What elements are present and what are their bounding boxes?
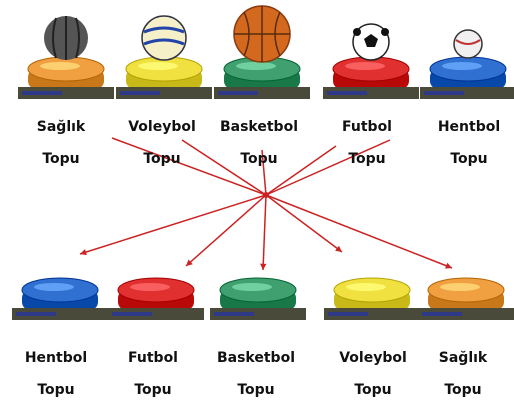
bottom-label-4-line1: Voleybol bbox=[339, 350, 407, 366]
top-label-1-line1: Sağlık bbox=[36, 119, 86, 135]
football-icon-patch3 bbox=[381, 28, 389, 36]
bottom-stand-1-base-stripe bbox=[16, 312, 56, 316]
top-stand-3-shine bbox=[236, 62, 276, 70]
bottom-label-2-line1: Futbol bbox=[128, 350, 178, 366]
basketball-icon bbox=[234, 6, 290, 62]
top-stand-5 bbox=[420, 57, 514, 99]
bottom-label-2 bbox=[108, 334, 198, 414]
bottom-connector-5 bbox=[266, 195, 452, 268]
bottom-connector-3 bbox=[263, 195, 266, 270]
top-label-3-line1: Basketbol bbox=[219, 119, 298, 135]
bottom-stand-1 bbox=[12, 278, 108, 320]
top-stand-5-shine bbox=[442, 62, 482, 70]
top-label-2-line2: Topu bbox=[143, 151, 181, 167]
top-stand-2-shine bbox=[138, 62, 178, 70]
bottom-stand-2 bbox=[108, 278, 204, 320]
top-stand-5-base-stripe bbox=[424, 91, 464, 95]
bottom-stand-2-base-stripe bbox=[112, 312, 152, 316]
bottom-stand-4 bbox=[324, 278, 420, 320]
arrowhead-3 bbox=[260, 264, 266, 270]
top-label-4-line1: Futbol bbox=[342, 119, 392, 135]
top-stand-3 bbox=[214, 57, 310, 99]
bottom-stand-5-base-stripe bbox=[422, 312, 462, 316]
bottom-label-5-line1: Sağlık bbox=[438, 350, 488, 366]
top-label-1 bbox=[16, 103, 106, 183]
bottom-label-4 bbox=[328, 334, 418, 414]
top-label-5 bbox=[424, 103, 514, 183]
bottom-label-3 bbox=[211, 334, 301, 414]
bottom-stand-5-shine bbox=[440, 283, 480, 291]
bottom-connector-4 bbox=[266, 195, 342, 252]
bottom-label-1-line2: Topu bbox=[37, 382, 75, 398]
connector-hub bbox=[263, 192, 269, 198]
bottom-label-3-line2: Topu bbox=[237, 382, 275, 398]
bottom-stand-4-shine bbox=[346, 283, 386, 291]
bottom-stand-3-base-stripe bbox=[214, 312, 254, 316]
top-label-5-line1: Hentbol bbox=[437, 119, 501, 135]
bottom-stand-5 bbox=[418, 278, 514, 320]
football-icon-patch2 bbox=[353, 28, 361, 36]
bottom-label-1 bbox=[11, 334, 101, 414]
bottom-label-5-line2: Topu bbox=[444, 382, 482, 398]
bottom-label-5 bbox=[418, 334, 508, 414]
volleyball-icon bbox=[142, 16, 186, 60]
bottom-label-3-line1: Basketbol bbox=[216, 350, 295, 366]
top-label-3 bbox=[214, 103, 304, 183]
football-icon bbox=[353, 24, 389, 60]
bottom-stand-3 bbox=[210, 278, 306, 320]
top-ball-stands bbox=[18, 6, 514, 99]
bottom-connector-1 bbox=[80, 195, 266, 254]
top-label-2 bbox=[117, 103, 207, 183]
top-stand-4 bbox=[323, 57, 419, 99]
top-label-4 bbox=[322, 103, 412, 183]
top-stand-2-base-stripe bbox=[120, 91, 160, 95]
bottom-stand-3-shine bbox=[232, 283, 272, 291]
top-label-4-line2: Topu bbox=[348, 151, 386, 167]
top-label-3-line2: Topu bbox=[240, 151, 278, 167]
top-label-5-line2: Topu bbox=[450, 151, 488, 167]
bottom-connector-2 bbox=[186, 195, 266, 266]
handball-icon bbox=[454, 30, 482, 58]
bottom-stand-2-shine bbox=[130, 283, 170, 291]
top-stand-2 bbox=[116, 57, 212, 99]
top-stand-1-base-stripe bbox=[22, 91, 62, 95]
top-stand-4-shine bbox=[345, 62, 385, 70]
volleyball-icon-body bbox=[142, 16, 186, 60]
bottom-stand-4-base-stripe bbox=[328, 312, 368, 316]
top-label-2-line1: Voleybol bbox=[128, 119, 196, 135]
bottom-label-4-line2: Topu bbox=[354, 382, 392, 398]
medicine-ball-icon bbox=[44, 16, 88, 60]
top-stand-1-shine bbox=[40, 62, 80, 70]
bottom-stand-1-shine bbox=[34, 283, 74, 291]
bottom-label-1-line1: Hentbol bbox=[24, 350, 88, 366]
top-stand-4-base-stripe bbox=[327, 91, 367, 95]
bottom-label-2-line2: Topu bbox=[134, 382, 172, 398]
top-label-1-line2: Topu bbox=[42, 151, 80, 167]
top-stand-1 bbox=[18, 57, 114, 99]
top-stand-3-base-stripe bbox=[218, 91, 258, 95]
arrowhead-4 bbox=[335, 246, 342, 252]
bottom-empty-stands bbox=[12, 278, 514, 320]
